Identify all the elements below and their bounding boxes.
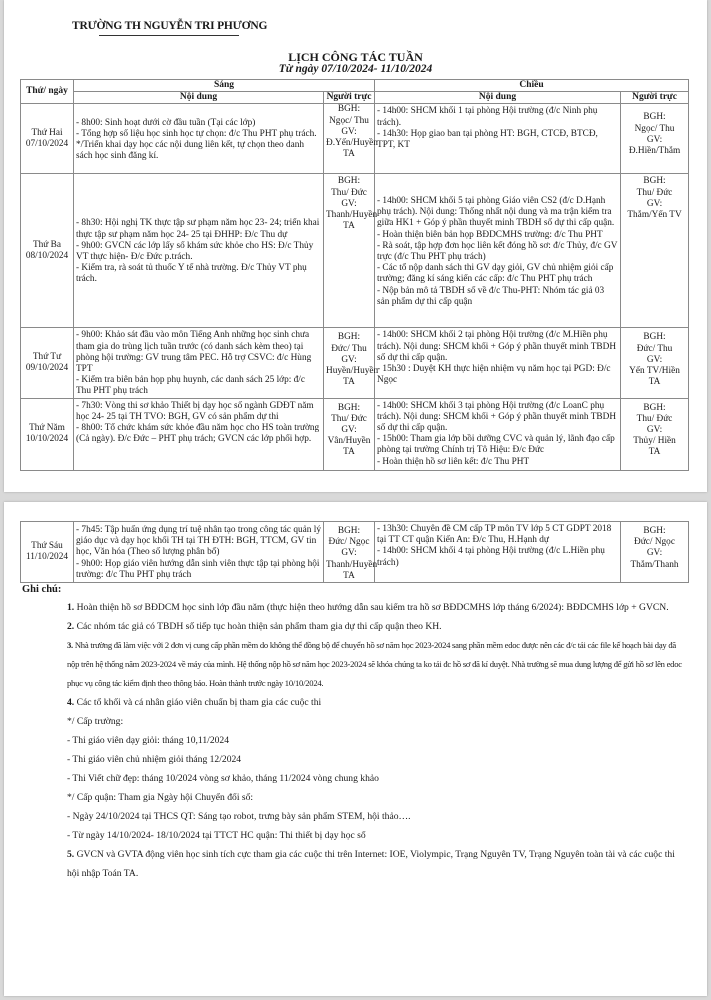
duty-line: Thắm/Yến TV	[627, 210, 682, 221]
content-line: - 14h30: Họp giao ban tại phòng HT: BGH, CTCĐ, BTCĐ, TPT, KT	[377, 128, 598, 151]
duty-line: GV:	[341, 198, 357, 209]
afternoon-duty	[621, 174, 689, 328]
duty-line: Đức/ Ngọc	[328, 537, 370, 548]
duty-line: BGH:	[337, 332, 361, 343]
notes-heading: Ghi chú:	[22, 584, 62, 595]
content-line: - 15h30 : Duyệt KH thực hiện nhiệm vụ năm học tại PGD: Đ/c Ngọc	[377, 364, 611, 386]
duty-line: GV:	[646, 198, 663, 209]
afternoon-duty	[621, 104, 689, 174]
morning-content	[74, 328, 324, 398]
table-row	[21, 328, 689, 398]
duty-line: Đức/ Thu	[331, 343, 367, 354]
day-date: 09/10/2024	[25, 363, 69, 374]
note-item: 1. Hoàn thiện hồ sơ BĐDCM học sinh lớp đầu năm (thực hiện theo hướng dẫn sau kiểm tra hồ sơ BĐDCMHS lớp tháng 6/2024): BĐDCMHS lớp + GVCN.	[67, 602, 669, 613]
afternoon-duty	[621, 522, 689, 583]
duty-line: Huyền/Huyền	[326, 366, 379, 377]
duty-line: BGH:	[337, 176, 361, 187]
schedule-table	[20, 79, 689, 471]
duty-line: TA	[343, 570, 355, 581]
content-line: - Tổng hợp số liệu học sinh học tự chọn: đ/c Thu PHT phụ trách.	[76, 128, 317, 139]
duty-line: TA	[648, 377, 661, 388]
duty-line: GV:	[646, 134, 663, 145]
header-morning: Sáng	[74, 80, 375, 92]
duty-line: TA	[343, 221, 355, 232]
morning-duty	[324, 328, 379, 398]
duty-line: GV:	[341, 126, 357, 137]
duty-line: Thu/ Đức	[331, 187, 367, 198]
duty-line: GV:	[646, 425, 663, 436]
school-underline	[99, 35, 239, 36]
content-line: - Các tổ nộp danh sách thi GV dạy giỏi, GV chủ nhiệm giỏi cấp trường; đăng kí sáng kiến các cấp: đ/c Thu PHT phụ trách	[377, 263, 614, 285]
afternoon-duty	[621, 328, 689, 398]
content-line: - Nộp bản mô tả TBDH số về đ/c Thu-PHT: Nhóm tác giả 03 sản phẩm dự thi cấp quận	[377, 285, 605, 307]
duty-line: BGH:	[643, 332, 666, 343]
duty-line: Thắm/Thanh	[630, 559, 679, 570]
morning-duty	[324, 398, 375, 470]
content-line: - Kiểm tra biên bản họp phụ huynh, các danh sách 25 lớp: đ/c Thu PHT phụ trách	[76, 375, 306, 397]
table-row	[21, 398, 689, 470]
duty-line: Đ.Yến/Huyền	[326, 138, 378, 149]
note-item: 4. Các tổ khối và cá nhân giáo viên chuẩn bị tham gia các cuộc thi	[67, 697, 322, 708]
day-name: Thứ Tư	[32, 351, 62, 362]
duty-line: Thanh/Huyền	[326, 559, 378, 570]
content-line: - 7h30: Vòng thi sơ khảo Thiết bị dạy học số ngành GDĐT năm học 24- 25 tại TH TVO: BGH, GV có sản phẩm dự thi	[76, 400, 314, 422]
duty-line: GV:	[646, 354, 663, 365]
content-line: - 9h00: Họp giáo viên hướng dẫn sinh viên thực tập tại phòng hội trường: đ/c Thu PHT phụ trách	[76, 558, 320, 580]
morning-duty	[324, 174, 378, 328]
content-line: - 14h00: SHCM khối 5 tại phòng Giáo viên CS2 (đ/c D.Hạnh phụ trách). Nội dung: Thống nhất nội dung và ma trận kiểm tra giữa HK1 + Góp ý phần thuyết minh TBDH số dự thi cấp quận.	[377, 195, 615, 229]
note-subline: - Từ ngày 14/10/2024- 18/10/2024 tại TTCT HC quận: Thi thiết bị dạy học số	[67, 830, 366, 841]
duty-line: Đ.Hiền/Thắm	[628, 146, 681, 157]
duty-line: GV:	[341, 425, 357, 436]
header-morning-duty: Người trực	[324, 92, 375, 104]
header-afternoon-duty: Người trực	[621, 92, 689, 104]
duty-line: TA	[648, 447, 661, 458]
day-cell	[21, 522, 74, 583]
duty-line: Đức/ Ngọc	[634, 537, 675, 548]
duty-line: Thu/ Đức	[636, 187, 673, 198]
document-page-1	[4, 0, 707, 492]
note-item: 5. GVCN và GVTA động viên học sinh tích cực tham gia các cuộc thi trên Internet: IOE, Violympic, Trạng Nguyên TV, Trạng Nguyên toàn tài và các cuộc thi hội nhập Toán TA.	[67, 849, 675, 879]
duty-line: Thanh/Huyền	[326, 210, 378, 221]
content-line: - 14h00: SHCM khối 2 tại phòng Hội trường (đ/c M.Hiền phụ trách). Nội dung: SHCM khối + Góp ý phần thuyết minh TBDH số dự thi cấp quận.	[377, 330, 617, 363]
table-row	[21, 104, 689, 174]
page-title: LỊCH CÔNG TÁC TUẦN	[288, 50, 423, 64]
day-date: 07/10/2024	[25, 138, 69, 149]
duty-line: Thu/ Đức	[636, 413, 673, 424]
content-line: - 13h30: Chuyên đề CM cấp TP môn TV lớp 5 CT GDPT 2018 tại TT CT quận Kiến An: Đ/c Thu, H.Hạnh dự	[377, 524, 612, 546]
afternoon-content	[375, 174, 621, 328]
duty-line: BGH:	[643, 176, 666, 187]
duty-line: Thu/ Đức	[331, 413, 367, 424]
day-cell	[21, 174, 74, 328]
note-subline: */ Cấp trường:	[67, 716, 124, 727]
content-line: - Hoàn thiện hồ sơ liên kết: đ/c Thu PHT	[377, 456, 530, 467]
morning-content	[74, 104, 324, 174]
duty-line: BGH:	[337, 104, 361, 115]
day-cell	[21, 398, 74, 470]
schedule-body	[21, 104, 689, 470]
content-line: - Kiểm tra, rà soát tủ thuốc Y tế nhà trường. Đ/c Thủy VT phụ trách.	[76, 263, 307, 285]
duty-line: TA	[343, 377, 355, 388]
content-line: - 8h00: Sinh hoạt dưới cờ đầu tuần (Tại các lớp)	[76, 117, 256, 128]
duty-line: GV:	[646, 548, 663, 559]
header-afternoon: Chiều	[375, 80, 689, 92]
content-line: */Triển khai dạy học các nội dung liên kết, tự chọn theo danh sách học sinh đăng kí.	[76, 139, 305, 162]
duty-line: BGH:	[643, 526, 666, 536]
content-line: - 9h00: GVCN các lớp lấy số khám sức khỏe cho HS: Đ/c Thủy VT thực hiện- Đ/c Đức p.trách.	[76, 240, 314, 262]
content-line: - 14h00: SHCM khối 4 tại phòng Hội trường (đ/c L.Hiền phụ trách)	[377, 546, 605, 568]
morning-duty	[324, 522, 378, 583]
note-subline: - Thi Viết chữ đẹp: tháng 10/2024 vòng sơ khảo, tháng 11/2024 vòng chung khảo	[67, 773, 379, 784]
afternoon-content	[375, 328, 621, 398]
duty-line: Thủy/ Hiền	[633, 436, 676, 447]
morning-content	[74, 174, 324, 328]
duty-line: GV:	[341, 548, 357, 559]
afternoon-content	[375, 104, 621, 174]
duty-line: TA	[343, 149, 355, 160]
date-range: Từ ngày 07/10/2024- 11/10/2024	[278, 63, 433, 75]
morning-duty	[324, 104, 378, 174]
morning-content	[74, 522, 324, 583]
notes-list	[67, 598, 687, 883]
content-line: - 14h00: SHCM khối 3 tại phòng Hội trường (đ/c LoanC phụ trách). Nội dung: SHCM khối + Góp ý phần thuyết minh TBDH số dự thi cấp quận.	[377, 400, 617, 434]
duty-line: GV:	[341, 354, 357, 365]
day-name: Thứ Sáu	[31, 540, 63, 551]
afternoon-content	[375, 398, 621, 470]
duty-line: Đức/ Thu	[636, 343, 673, 354]
note-subline: */ Cấp quận: Tham gia Ngày hội Chuyển đổi số:	[67, 792, 254, 803]
day-name: Thứ Hai	[31, 127, 63, 138]
header-morning-content: Nội dung	[74, 92, 324, 104]
content-line: - 15h00: Tham gia lớp bồi dưỡng CVC và quản lý, lãnh đạo cấp phòng tại trường Chính trị Tô Hiệu: Đ/c Đức	[377, 434, 615, 456]
duty-line: Ngọc/ Thu	[329, 115, 369, 126]
note-item: 3. Nhà trường đã làm việc với 2 đơn vị cung cấp phần mềm do không thể đồng bộ để chuyển hồ sơ năm học 2023-2024 sang phần mềm edoc được nên các đ/c tải các file kế hoạch bài dạy đã nộp trên hệ thống năm 2023-2024 về máy của mình. Hệ thống nộp hồ sơ năm học 2023-2024 sẽ khóa chúng ta ko tải đc hồ sơ đã kí duyệt. Nhà trường sẽ mua dung lượng để gửi hồ sơ lên edoc phục vụ công tác kiểm định theo thông báo. Hoàn thành trước ngày 10/10/2024.	[67, 640, 682, 688]
duty-line: BGH:	[337, 402, 361, 413]
day-cell	[21, 104, 74, 174]
content-line: - 14h00: SHCM khối 1 tại phòng Hội trường (đ/c Ninh phụ trách).	[377, 106, 598, 128]
day-name: Thứ Năm	[29, 422, 65, 433]
header-day: Thứ/ ngày	[21, 80, 74, 104]
duty-line: Vân/Huyền TA	[327, 436, 371, 458]
day-name: Thứ Ba	[32, 239, 62, 250]
note-subline: - Ngày 24/10/2024 tại THCS QT: Sáng tạo robot, trưng bày sản phẩm STEM, hội thảo….	[67, 811, 411, 822]
document-page-2	[4, 502, 707, 996]
table-row	[21, 522, 689, 583]
content-line: - 9h00: Khảo sát đầu vào môn Tiếng Anh những học sinh chưa tham gia do trùng lịch tuần trước (có danh sách kèm theo) tại phòng hội trường: GV trung tâm PEC. Hỗ trợ CSVC: đ/c Hùng TPT	[76, 330, 312, 375]
day-cell	[21, 328, 74, 398]
header-afternoon-content: Nội dung	[375, 92, 621, 104]
content-line: - 7h45: Tập huấn ứng dụng trí tuệ nhân tạo trong công tác quản lý giáo dục và dạy học khối TH tại TH ĐTH: BGH, TTCM, GV tin học, Văn hóa (Theo số lượng phân bổ)	[76, 525, 321, 558]
duty-line: Yến TV/Hiền	[629, 366, 680, 377]
duty-line: Ngọc/ Thu	[634, 123, 675, 134]
schedule-body-continued	[21, 522, 689, 583]
content-line: - Rà soát, tập hợp đơn học liên kết đóng hồ sơ: đ/c Thủy, đ/c GV trực (đ/c Thu PHT phụ trách)	[377, 240, 618, 262]
duty-line: BGH:	[643, 402, 666, 413]
note-subline: - Thi giáo viên dạy giỏi: tháng 10,11/2024	[67, 735, 230, 746]
schedule-table-continued	[20, 521, 689, 583]
morning-content	[74, 398, 324, 470]
duty-line: BGH:	[643, 112, 666, 123]
note-item: 2. Các nhóm tác giả có TBDH số tiếp tục hoàn thiện sản phẩm tham gia dự thi cấp quận theo KH.	[67, 621, 442, 632]
afternoon-content	[375, 522, 621, 583]
table-row	[21, 174, 689, 328]
content-line: - Hoàn thiện biên bản họp BĐDCMHS trường: đ/c Thu PHT	[377, 229, 603, 240]
afternoon-duty	[621, 398, 689, 470]
content-line: - 8h00: Tổ chức khám sức khỏe đầu năm học cho HS toàn trường (Cả ngày). Đ/c Đức – PHT phụ trách; GVCN các lớp phối hợp.	[76, 423, 320, 445]
school-name: TRƯỜNG TH NGUYỄN TRI PHƯƠNG	[72, 20, 268, 32]
note-subline: - Thi giáo viên chủ nhiệm giỏi tháng 12/2024	[67, 754, 242, 765]
content-line: - 8h30: Hội nghị TK thực tập sư phạm năm học 23- 24; triển khai thực tập sư phạm năm học 24- 25 tại ĐHHP: Đ/c Thu dự	[76, 218, 320, 240]
day-date: 10/10/2024	[25, 434, 69, 445]
day-date: 11/10/2024	[25, 552, 68, 562]
day-date: 08/10/2024	[25, 250, 69, 261]
duty-line: BGH:	[337, 526, 361, 536]
